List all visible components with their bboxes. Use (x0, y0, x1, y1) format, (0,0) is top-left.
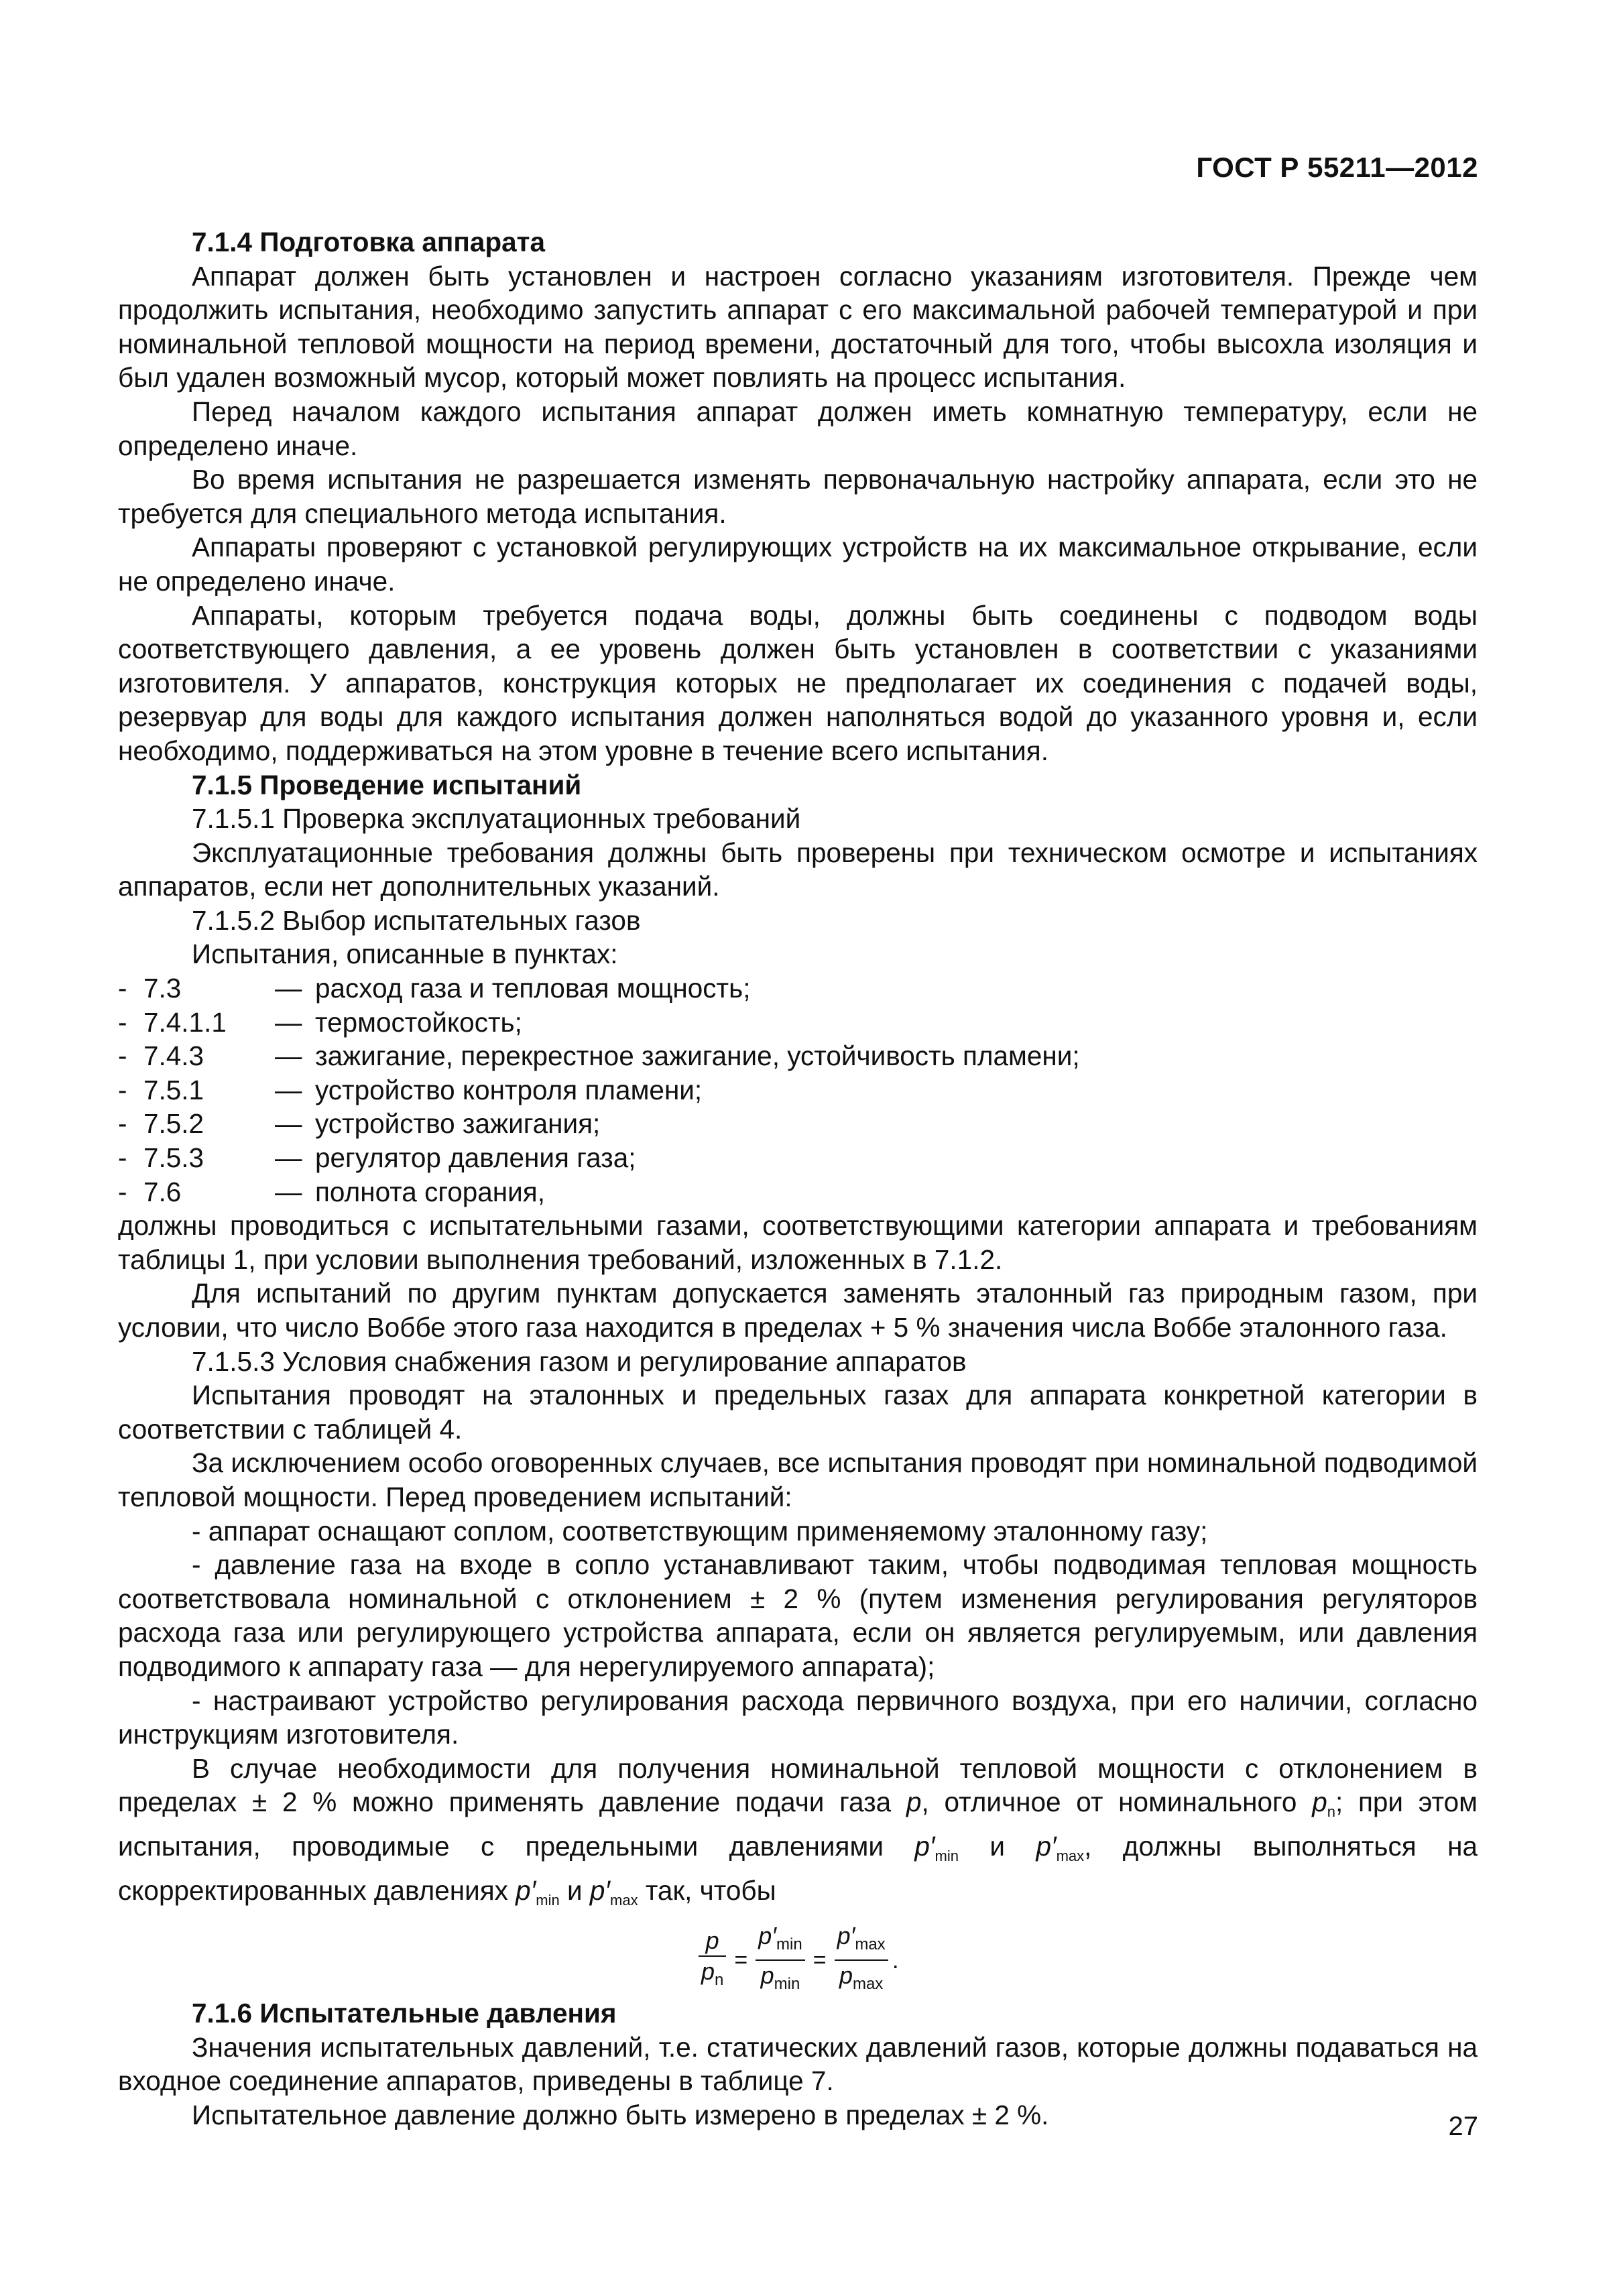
paragraph: Аппараты, которым требуется подача воды, должны быть соединены с подводом воды соответствующего давления, а ее уровень должен быть установлен в соответствии с указаниями изготовителя. У аппаратов, конструкция которых не предполагает их соединения с подачей воды, резервуар для воды для каждого испытания должен наполняться водой до указанного уровня и, если необходимо, поддерживаться на этом уровне в течение всего испытания. (118, 599, 1478, 766)
paragraph: Испытательное давление должно быть измерено в пределах ± 2 %. (192, 2099, 1049, 2130)
fraction: $\frac{p'_{max}}{p_{max}}$ (835, 1921, 888, 1999)
list-item: - 7.5.3 — регулятор давления газа; (118, 1142, 636, 1174)
list-item: - 7.5.1 — устройство контроля пламени; (118, 1074, 703, 1105)
list-item: - 7.4.1.1 — термостойкость; (118, 1006, 522, 1038)
paragraph: Аппарат должен быть установлен и настроен согласно указаниям изготовителя. Прежде чем продолжить испытания, необходимо запустить аппарат с его максимальной рабочей температурой и при номинальной тепловой мощности на период времени, достаточный для того, чтобы высохла изоляция и был удален возможный мусор, который может повлиять на процесс испытания. (118, 260, 1478, 394)
paragraph: должны проводиться с испытательными газами, соответствующими категории аппарата и требованиям таблицы 1, при условии выполнения требований, изложенных в 7.1.2. (118, 1210, 1478, 1275)
subsection-7-1-5-2-title: 7.1.5.2 Выбор испытательных газов (192, 904, 641, 936)
page-content (118, 225, 1478, 2132)
paragraph: Аппараты проверяют с установкой регулирующих устройств на их максимальное открывание, если не определено иначе. (118, 532, 1478, 597)
list-item: - 7.3 — расход газа и тепловая мощность; (118, 973, 751, 1004)
list-item: - 7.4.3 — зажигание, перекрестное зажигание, устойчивость пламени; (118, 1040, 1080, 1072)
bullet-paragraph: - аппарат оснащают соплом, соответствующим применяемому эталонному газу; (192, 1515, 1208, 1547)
page-number: 27 (1448, 2112, 1478, 2141)
paragraph: Эксплуатационные требования должны быть проверены при техническом осмотре и испытаниях аппаратов, если нет дополнительных указаний. (118, 837, 1478, 902)
paragraph: Во время испытания не разрешается изменять первоначальную настройку аппарата, если это не требуется для специального метода испытания. (118, 464, 1478, 529)
subsection-7-1-5-1-title: 7.1.5.1 Проверка эксплуатационных требований (192, 803, 801, 835)
list-item: - 7.5.2 — устройство зажигания; (118, 1108, 601, 1140)
paragraph: За исключением особо оговоренных случаев, все испытания проводят при номинальной подводимой тепловой мощности. Перед проведением испытаний: (118, 1447, 1478, 1512)
bullet-paragraph: - давление газа на входе в сопло устанавливают таким, чтобы подводимая тепловая мощность соответствовала номинальной с отклонением ± 2 % (путем изменения регулирования регуляторов расхода газа или регулирующего устройства аппарата, если он является регулируемым, или давления подводимого к аппарату газа — для нерегулируемого аппарата); (118, 1549, 1478, 1682)
bullet-paragraph: - настраивают устройство регулирования расхода первичного воздуха, при его наличии, согласно инструкциям изготовителя. (118, 1685, 1478, 1750)
list-item: - 7.6 — полнота сгорания, (118, 1176, 545, 1207)
pressure-paragraph: В случае необходимости для получения номинальной тепловой мощности с отклонением в пределах ± 2 % можно применять давление подачи газа p, отличное от номинального $p_n$; при этом испытания, проводимые с предельными давлениями $p'_{min}$ и $p'_{max}$, должны выполняться на скорректированных давлениях $p'_{min}$ и $p'_{max}$ так, чтобы (118, 1752, 1478, 1909)
fraction: $\frac{p'_{min}}{p_{min}}$ (756, 1921, 804, 1999)
subsection-7-1-5-3-title: 7.1.5.3 Условия снабжения газом и регулирование аппаратов (192, 1345, 967, 1377)
paragraph: Перед началом каждого испытания аппарат должен иметь комнатную температуру, если не определено иначе. (118, 396, 1478, 461)
section-7-1-5-title: 7.1.5 Проведение испытаний (192, 769, 582, 800)
section-7-1-6-title: 7.1.6 Испытательные давления (192, 1998, 617, 2029)
pressure-ratio-formula: $\frac{p}{p_n}$ = $\frac{p'_{min}}{p_{min}}$ = $\frac{p'_{max}}{p_{max}}$ . (118, 1921, 1478, 1996)
paragraph: Испытания проводят на эталонных и предельных газах для аппарата конкретной категории в соответствии с таблицей 4. (118, 1380, 1478, 1445)
standard-code: ГОСТ Р 55211—2012 (1196, 152, 1478, 183)
section-7-1-4-title: 7.1.4 Подготовка аппарата (192, 227, 545, 257)
test-clauses-list (118, 971, 1478, 1209)
paragraph: Значения испытательных давлений, т.е. статических давлений газов, которые должны подаваться на входное соединение аппаратов, приведены в таблице 7. (118, 2031, 1478, 2097)
paragraph: Для испытаний по другим пунктам допускается заменять эталонный газ природным газом, при условии, что число Воббе этого газа находится в пределах + 5 % значения числа Воббе эталонного газа. (118, 1278, 1478, 1343)
fraction: $\frac{p}{p_n}$ (699, 1926, 726, 1995)
list-intro: Испытания, описанные в пунктах: (192, 939, 618, 970)
